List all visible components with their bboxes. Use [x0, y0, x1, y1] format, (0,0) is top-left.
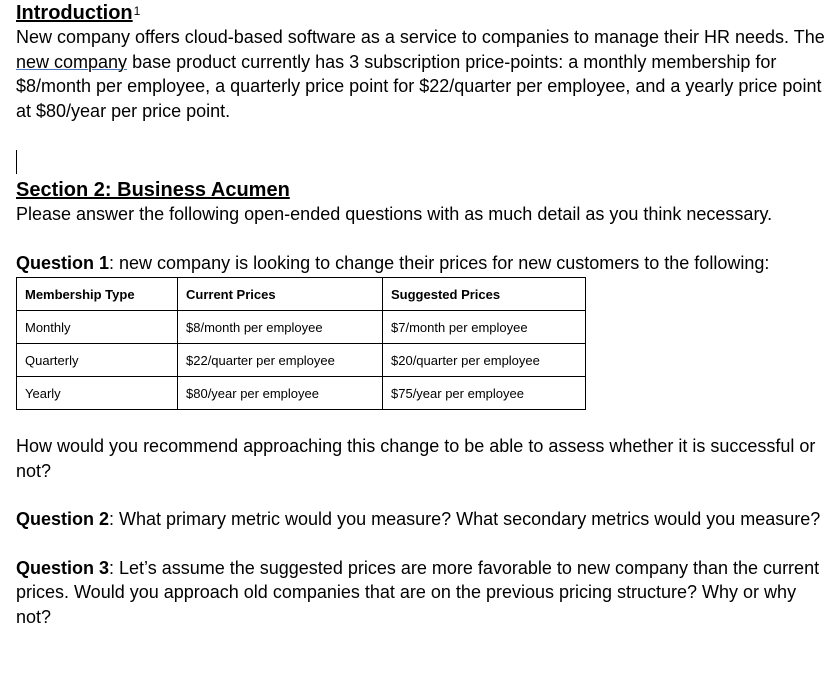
- table-row: [17, 377, 586, 410]
- table-cell: $75/year per employee: [383, 377, 586, 410]
- table-cell: $7/month per employee: [383, 311, 586, 344]
- table-header-cell: Current Prices: [178, 278, 383, 311]
- table-cell: Monthly: [17, 311, 178, 344]
- table-cell: Quarterly: [17, 344, 178, 377]
- table-cell: $20/quarter per employee: [383, 344, 586, 377]
- question3-paragraph: [16, 556, 826, 630]
- intro-text-end: base product currently has 3 subscription price-points: a monthly membership for $8/month per employee, a quarterly price point for $22/quarter per employee, and a yearly price point at $80/year per price point.: [16, 51, 822, 121]
- company-name-link[interactable]: new company: [16, 51, 128, 72]
- table-cell: $8/month per employee: [178, 311, 383, 344]
- section2-heading: Section 2: Business Acumen: [16, 179, 290, 201]
- intro-heading: [16, 1, 826, 25]
- table-cell: Yearly: [17, 377, 178, 410]
- table-header-cell: Membership Type: [17, 278, 178, 311]
- question2-paragraph: [16, 507, 826, 532]
- document-page: [16, 0, 826, 629]
- section2-instructions: Please answer the following open-ended questions with as much detail as you think necessary.: [16, 204, 773, 224]
- question1-label: Question 1: [16, 252, 110, 273]
- question2-label: Question 2: [16, 509, 110, 529]
- intro-paragraph: [16, 25, 826, 123]
- text-cursor: [16, 150, 17, 174]
- question1-text: : new company is looking to change their prices for new customers to the following:: [109, 252, 770, 273]
- question1-paragraph: [16, 251, 826, 276]
- table-header-cell: Suggested Prices: [383, 278, 586, 311]
- question1-follow-up: How would you recommend approaching this change to be able to assess whether it is successful or not?: [16, 436, 816, 481]
- table-row: [17, 311, 586, 344]
- intro-text-start: New company offers cloud-based software as a service to companies to manage their HR needs. The: [16, 27, 825, 47]
- footnote-marker[interactable]: 1: [133, 4, 141, 18]
- pricing-table: [16, 277, 586, 410]
- question3-label: Question 3: [16, 557, 110, 578]
- table-cell: $80/year per employee: [178, 377, 383, 410]
- table-row: [17, 344, 586, 377]
- intro-heading-text: Introduction: [16, 2, 133, 24]
- table-header-row: [17, 278, 586, 311]
- table-cell: $22/quarter per employee: [178, 344, 383, 377]
- question3-text: : Let’s assume the suggested prices are more favorable to new company than the current prices. Would you approach old companies that are on the previous pricing structure? Why or why not?: [16, 557, 820, 627]
- question2-text: : What primary metric would you measure? What secondary metrics would you measure?: [109, 509, 821, 529]
